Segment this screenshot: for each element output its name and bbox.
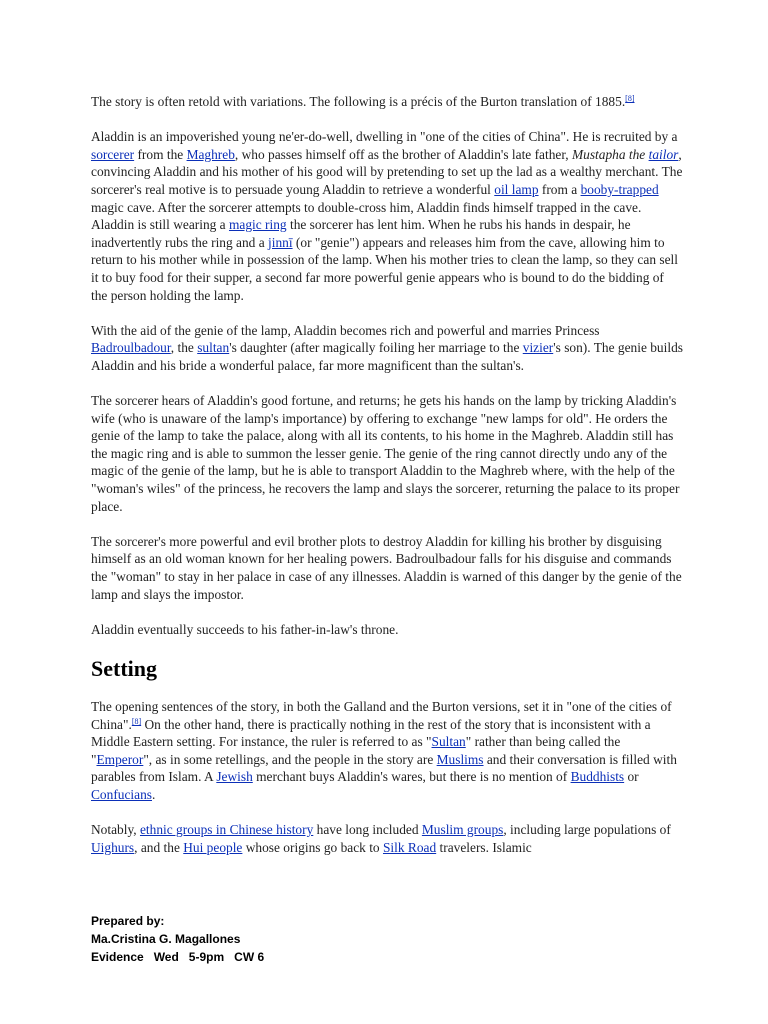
link-hui-people[interactable]: Hui people	[183, 839, 243, 855]
class-schedule: Evidence Wed 5-9pm CW 6	[91, 950, 265, 964]
prepared-by-footer	[91, 912, 264, 966]
body-text: The story is often retold with variations. The following is a précis of the Burton translation of 1885.	[91, 94, 626, 109]
setting-section	[91, 698, 683, 856]
link-maghreb[interactable]: Maghreb	[186, 146, 235, 162]
setting-paragraph	[91, 698, 683, 804]
plot-paragraph	[91, 533, 683, 603]
plot-paragraph	[91, 93, 683, 111]
link-ethnic-groups-in-chinese-history[interactable]: ethnic groups in Chinese history	[139, 822, 314, 838]
citation-link[interactable]: [8]	[131, 716, 142, 726]
link-sultan[interactable]: Sultan	[431, 734, 466, 750]
body-text: , the	[170, 340, 198, 356]
body-text: from a	[538, 181, 581, 197]
body-text: Aladdin is an impoverished young ne'er-do-well, dwelling in "one of the cities of China". He is recruited by a	[91, 129, 678, 145]
link-emperor[interactable]: Emperor	[96, 751, 144, 767]
body-text: " rather than being called the "	[91, 734, 621, 767]
body-text: , who passes himself off as the brother of Aladdin's late father,	[234, 146, 572, 162]
plot-paragraph	[91, 128, 683, 304]
link-muslim-groups[interactable]: Muslim groups	[421, 822, 504, 838]
body-text: ", as in some retellings, and the people in the story are	[143, 751, 437, 767]
body-text: .	[152, 786, 156, 802]
link-sorcerer[interactable]: sorcerer	[91, 146, 135, 162]
body-text: 's son). The genie builds Aladdin and his bride a wonderful palace, far more magnificent than the sultan's.	[91, 340, 683, 373]
link-uighurs[interactable]: Uighurs	[91, 839, 135, 855]
plot-summary-section	[91, 93, 683, 638]
body-text: travelers. Islamic	[436, 839, 532, 855]
body-text: from the	[134, 146, 187, 162]
link-jewish[interactable]: Jewish	[216, 769, 253, 785]
body-text: The opening sentences of the story, in both the Galland and the Burton versions, set it in "one of the cities of China".	[91, 699, 672, 732]
citation-superscript	[625, 94, 634, 103]
link-muslims[interactable]: Muslims	[436, 751, 484, 767]
prepared-by-label: Prepared by:	[91, 914, 165, 928]
body-text: , including large populations of	[503, 822, 671, 838]
body-text: With the aid of the genie of the lamp, Aladdin becomes rich and powerful and marries Princess	[91, 322, 600, 338]
body-text: Aladdin eventually succeeds to his father-in-law's throne.	[91, 621, 399, 637]
plot-paragraph	[91, 621, 683, 639]
citation-superscript	[132, 717, 141, 726]
link-confucians[interactable]: Confucians	[91, 786, 152, 802]
link-booby-trapped[interactable]: booby-trapped	[580, 181, 659, 197]
author-name: Ma.Cristina G. Magallones	[91, 932, 241, 946]
body-text: and their conversation is filled with parables from Islam. A	[91, 751, 677, 785]
body-text: merchant buys Aladdin's wares, but there is no mention of	[252, 769, 571, 785]
body-text: (or "genie") appears and releases him from the cave, allowing him to return to his mother while in possession of the lamp. When his mother tries to clean the lamp, so they can sell it to buy food for their supper, a second far more powerful genie appears who is bound to do the bidding of the person holding the lamp.	[91, 234, 678, 303]
body-text: magic cave. After the sorcerer attempts to double-cross him, Aladdin finds himself trapped in the cave. Aladdin is still wearing a	[91, 199, 642, 233]
plot-paragraph	[91, 392, 683, 515]
link-buddhists[interactable]: Buddhists	[570, 769, 625, 785]
link-vizier[interactable]: vizier	[522, 340, 554, 356]
link-tailor[interactable]: tailor	[648, 146, 679, 162]
body-text: have long included	[313, 822, 422, 838]
body-text: Notably,	[91, 822, 140, 838]
article-body	[91, 93, 683, 856]
body-text: On the other hand, there is practically nothing in the rest of the story that is inconsistent with a Middle Eastern setting. For instance, the ruler is referred to as "	[91, 716, 651, 750]
link-magic-ring[interactable]: magic ring	[228, 217, 287, 233]
italic-text: Mustapha the	[571, 146, 649, 162]
body-text: , convincing Aladdin and his mother of his good will by pretending to set up the lad as a wealthy merchant. The sorcerer's real motive is to persuade young Aladdin to retrieve a wonderful	[91, 146, 683, 197]
link-oil-lamp[interactable]: oil lamp	[494, 181, 539, 197]
body-text: The sorcerer's more powerful and evil brother plots to destroy Aladdin for killing his brother by disguising himself as an old woman known for her healing powers. Badroulbadour falls for his disguise and commands the "woman" to stay in her palace in case of any illnesses. Aladdin is warned of this danger by the genie of the lamp and slays the impostor.	[91, 533, 682, 602]
section-heading-setting: Setting	[91, 656, 157, 681]
setting-paragraph	[91, 821, 683, 856]
body-text: or	[624, 769, 639, 785]
link-silk-road[interactable]: Silk Road	[382, 839, 437, 855]
plot-paragraph	[91, 322, 683, 375]
link-badroulbadour[interactable]: Badroulbadour	[91, 340, 171, 356]
link-sultan[interactable]: sultan	[197, 340, 230, 356]
body-text: the sorcerer has lent him. When he rubs his hands in despair, he inadvertently rubs the ring and a	[91, 217, 631, 250]
body-text: 's daughter (after magically foiling her marriage to the	[229, 340, 523, 356]
body-text: The sorcerer hears of Aladdin's good fortune, and returns; he gets his hands on the lamp by tricking Aladdin's wife (who is unaware of the lamp's importance) by offering to exchange "new lamps for old". He orders the genie of the lamp to take the palace, along with all its contents, to his home in the Maghreb. Aladdin still has the magic ring and is able to summon the lesser genie. The genie of the ring cannot directly undo any of the magic of the genie of the lamp, but he is able to transport Aladdin to the Maghreb where, with the help of the "woman's wiles" of the princess, he recovers the lamp and slays the sorcerer, returning the palace to its proper place.	[91, 393, 680, 514]
body-text: whose origins go back to	[242, 839, 383, 855]
body-text: , and the	[134, 839, 184, 855]
citation-link[interactable]: [8]	[625, 94, 635, 103]
link-jinn[interactable]: jinnī	[268, 234, 293, 250]
